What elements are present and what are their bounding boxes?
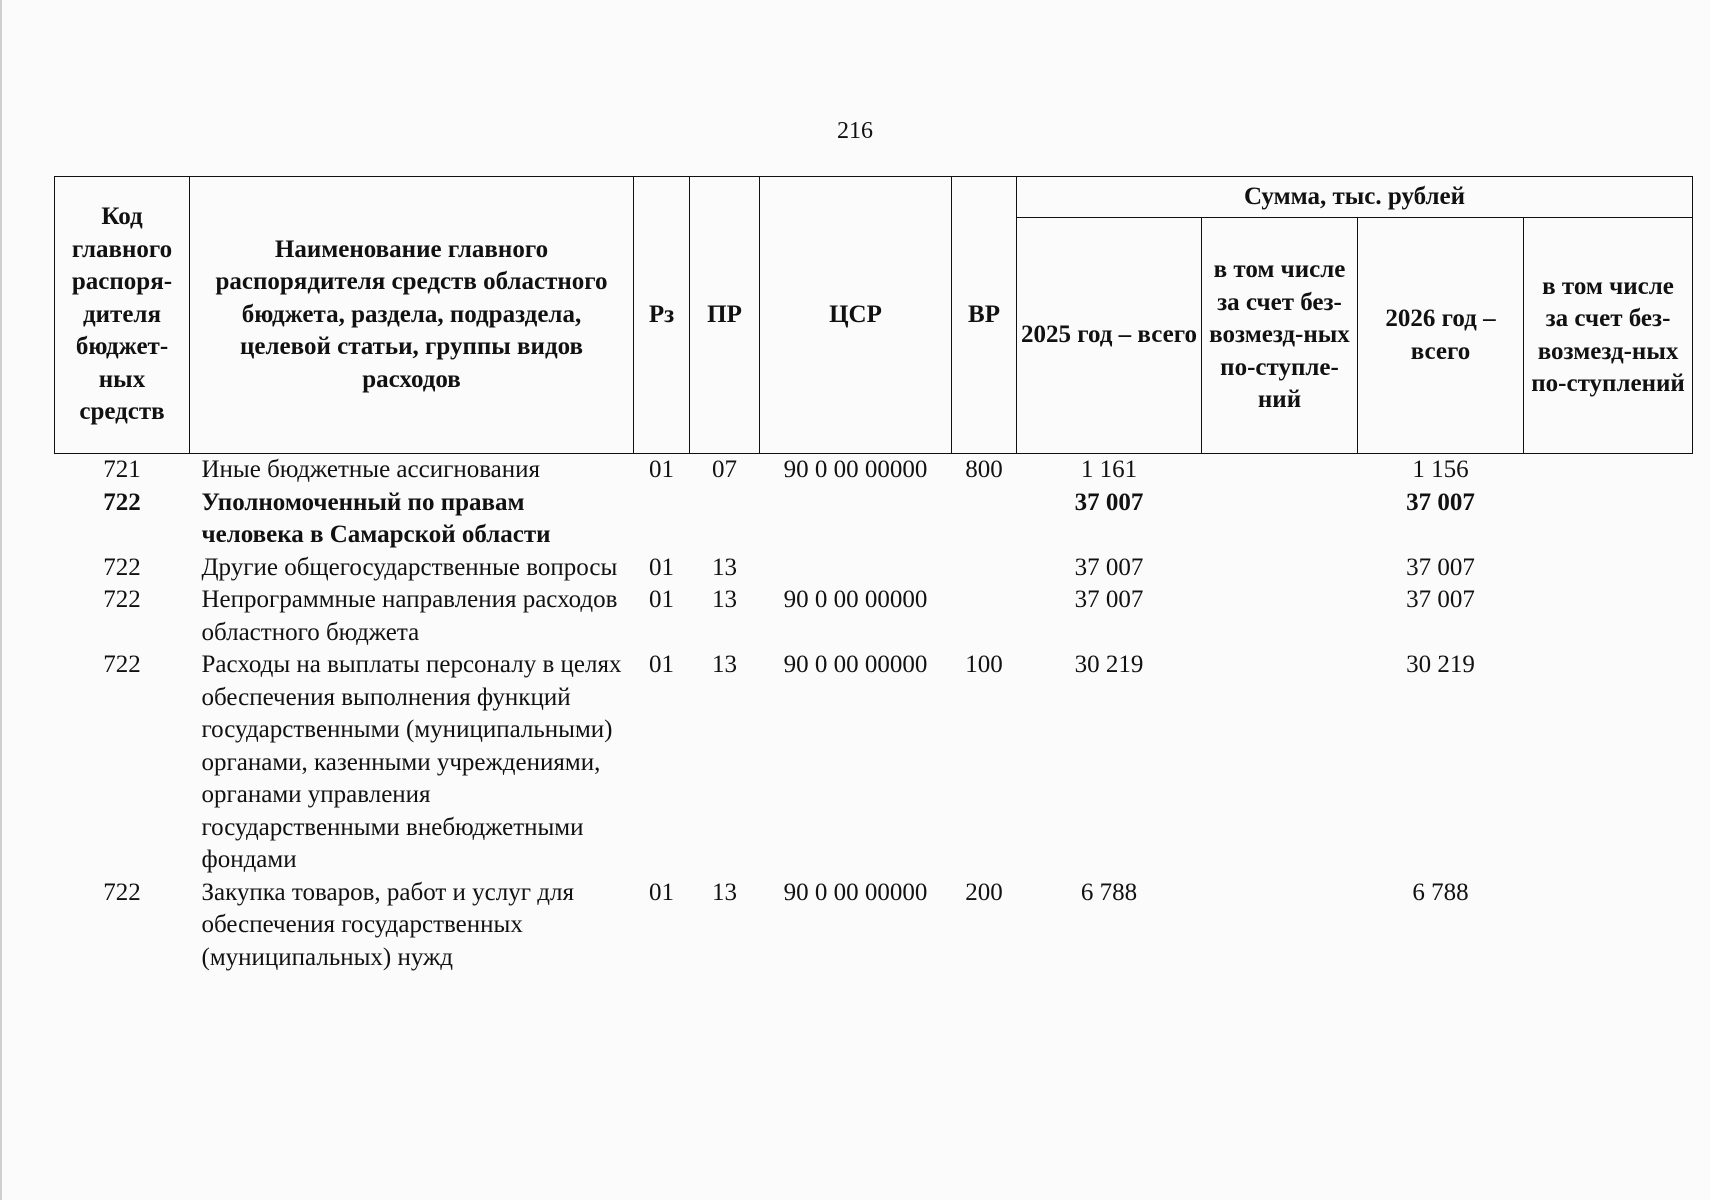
cell-2026-total: 30 219	[1406, 651, 1475, 678]
cell-name: Другие общегосударственные вопросы	[201, 553, 618, 581]
header-sum-group: Сумма, тыс. рублей	[1017, 177, 1693, 218]
cell-2026-total: 6 788	[1412, 878, 1469, 906]
cell-2025-total: 37 007	[1074, 553, 1144, 581]
header-2025-free: в том числе за счет без-возмезд-ных по-ступле-ний	[1202, 218, 1358, 454]
cell-rz	[634, 487, 690, 552]
cell-csr: 90 0 00 00000	[783, 456, 928, 483]
cell-code: 722	[103, 586, 141, 613]
cell-vr: 800	[965, 456, 1003, 483]
cell-csr: 90 0 00 00000	[783, 586, 928, 613]
cell-vr: 200	[965, 878, 1003, 906]
table-body	[55, 454, 1693, 975]
cell-rz: 01	[649, 553, 674, 581]
cell-rz: 01	[649, 456, 674, 483]
cell-csr	[760, 487, 952, 552]
cell-2025-free	[1202, 584, 1358, 649]
cell-2026-free	[1524, 877, 1693, 975]
cell-2025-free	[1202, 487, 1358, 552]
cell-2026-free	[1524, 552, 1693, 585]
cell-name: Иные бюджетные ассигнования	[201, 456, 541, 483]
cell-2025-total: 37 007	[1074, 586, 1144, 613]
cell-2026-free	[1524, 454, 1693, 487]
cell-2025-total: 30 219	[1074, 651, 1144, 678]
header-pr: ПР	[690, 177, 760, 454]
cell-vr	[952, 487, 1017, 552]
cell-code: 722	[103, 878, 141, 906]
header-2025-total: 2025 год – всего	[1017, 218, 1202, 454]
table-row	[55, 552, 1693, 585]
page-number: 216	[837, 118, 873, 144]
cell-vr	[952, 552, 1017, 585]
cell-2026-free	[1524, 487, 1693, 552]
cell-pr	[690, 487, 760, 552]
cell-pr: 07	[712, 456, 737, 483]
cell-2026-total: 37 007	[1406, 488, 1475, 516]
cell-code: 722	[103, 651, 141, 678]
cell-pr: 13	[712, 586, 737, 613]
scan-edge	[0, 0, 2, 1200]
cell-2025-total: 37 007	[1074, 488, 1144, 516]
table-row	[55, 877, 1693, 975]
budget-table	[54, 176, 1693, 974]
cell-2025-free	[1202, 649, 1358, 877]
table-row	[55, 454, 1693, 487]
cell-2025-free	[1202, 877, 1358, 975]
cell-rz: 01	[649, 586, 674, 613]
cell-name: Уполномоченный по правам человека в Самарской области	[201, 488, 551, 548]
header-rz: Рз	[634, 177, 690, 454]
header-2026-free: в том числе за счет без-возмезд-ных по-ступлений	[1524, 218, 1693, 454]
header-csr: ЦСР	[760, 177, 952, 454]
cell-rz: 01	[649, 878, 674, 906]
header-code: Код главного распоря-дителя бюджет-ных средств	[55, 177, 190, 454]
cell-vr	[952, 584, 1017, 649]
table-row	[55, 487, 1693, 552]
cell-pr: 13	[712, 878, 737, 906]
cell-csr: 90 0 00 00000	[783, 878, 928, 906]
cell-2026-total: 1 156	[1412, 456, 1469, 483]
cell-2026-free	[1524, 649, 1693, 877]
cell-name: Закупка товаров, работ и услуг для обеспечения государственных (муниципальных) нужд	[201, 878, 574, 971]
cell-2026-total: 37 007	[1406, 586, 1475, 613]
cell-rz: 01	[649, 651, 674, 678]
header-2026-total: 2026 год – всего	[1358, 218, 1524, 454]
cell-code: 722	[103, 553, 141, 581]
table-header	[55, 177, 1693, 454]
cell-name: Непрограммные направления расходов областного бюджета	[201, 586, 618, 646]
cell-2026-free	[1524, 584, 1693, 649]
table-row	[55, 584, 1693, 649]
header-name: Наименование главного распорядителя средств областного бюджета, раздела, подраздела, целевой статьи, группы видов расходов	[190, 177, 634, 454]
cell-2025-free	[1202, 552, 1358, 585]
cell-code: 722	[103, 488, 141, 516]
cell-2025-total: 6 788	[1080, 878, 1138, 906]
cell-csr: 90 0 00 00000	[783, 651, 928, 678]
cell-2025-free	[1202, 454, 1358, 487]
cell-2026-total: 37 007	[1406, 553, 1475, 581]
cell-2025-total: 1 161	[1080, 456, 1138, 483]
cell-name: Расходы на выплаты персоналу в целях обеспечения выполнения функций государственными (муниципальными) органами, казенными учреждениями, органами управления государственными внебюджетными фондами	[201, 651, 622, 873]
table-row	[55, 649, 1693, 877]
cell-vr: 100	[965, 651, 1003, 678]
cell-pr: 13	[712, 651, 737, 678]
cell-code: 721	[103, 456, 141, 483]
header-vr: ВР	[952, 177, 1017, 454]
cell-csr	[760, 552, 952, 585]
cell-pr: 13	[712, 553, 737, 581]
